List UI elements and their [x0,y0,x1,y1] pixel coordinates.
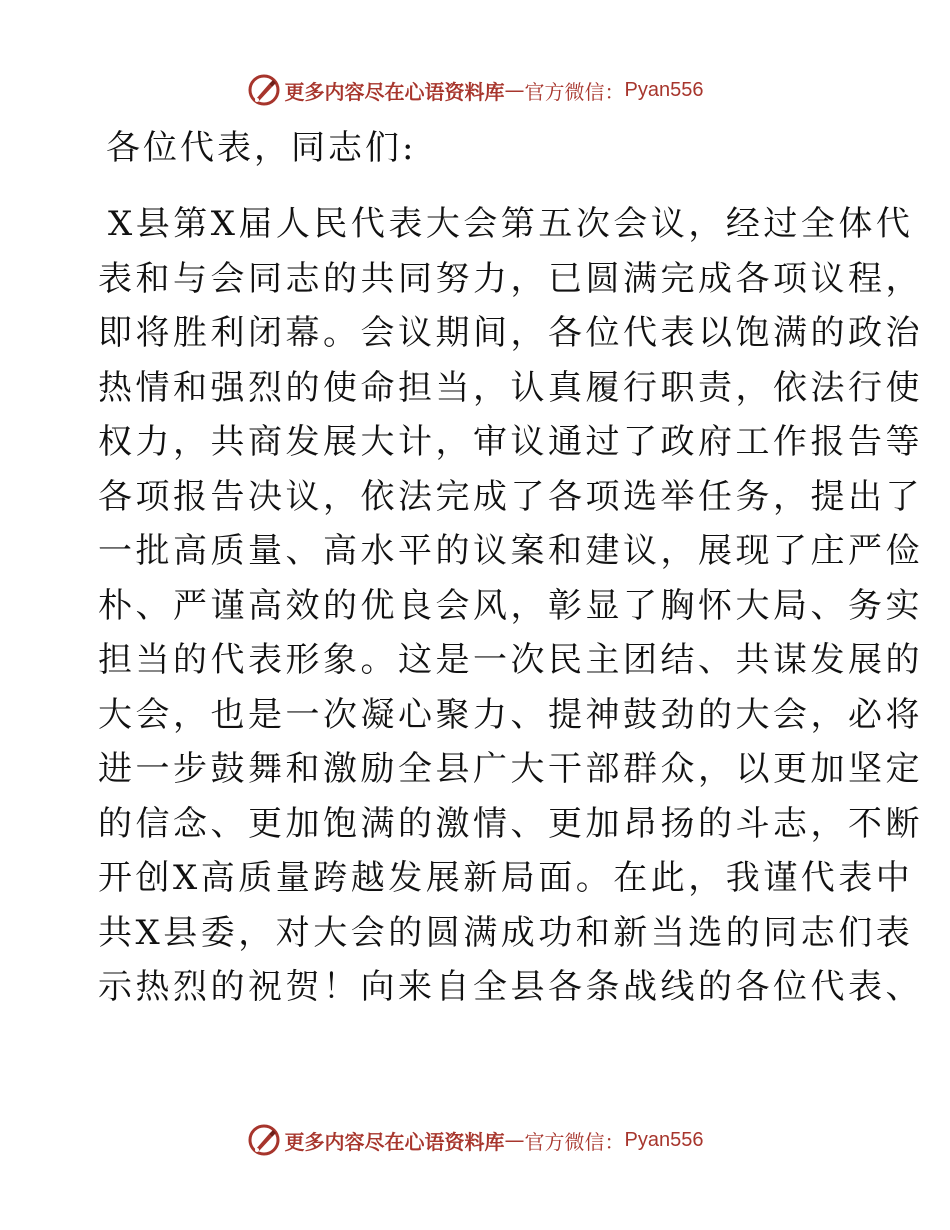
watermark-brand-text: 更多内容尽在心语资料库 [284,79,505,104]
document-salutation: 各位代表，同志们: [106,128,417,168]
body-line: 即将胜利闭幕。会议期间，各位代表以饱满的政治 [98,313,923,353]
body-line: 共X县委，对大会的圆满成功和新当选的同志们表 [98,912,914,953]
body-line: 的信念、更加饱满的激情、更加昂扬的斗志，不断 [98,803,923,844]
body-line: 示热烈的祝贺！向来自全县各条战线的各位代表、 [98,967,923,1007]
watermark-official-label: 官方微信： [524,1129,625,1154]
body-line: 朴、严谨高效的优良会风，彰显了胸怀大局、务实 [98,585,923,626]
watermark-official-label: 官方微信： [524,79,625,104]
body-line: 开创X高质量跨越发展新局面。在此，我谨代表中 [98,858,914,898]
watermark-wechat-id: Pyan556 [624,1128,704,1151]
body-line: 热情和强烈的使命担当，认真履行职责，依法行使 [98,367,923,408]
body-line: 进一步鼓舞和激励全县广大干部群众，以更加坚定 [98,749,923,789]
watermark-brand-text: 更多内容尽在心语资料库 [284,1129,505,1154]
document-body [98,197,923,1015]
pen-logo-icon [247,1123,281,1157]
body-line: 各项报告决议，依法完成了各项选举任务，提出了 [98,476,923,517]
body-line: 大会，也是一次凝心聚力、提神鼓劲的大会，必将 [98,694,923,735]
body-line: X县第X届人民代表大会第五次会议，经过全体代 [108,204,914,244]
watermark-separator: — [504,1128,525,1152]
body-line: 一批高质量、高水平的议案和建议，展现了庄严俭 [98,531,923,571]
footer-watermark-banner [0,1120,950,1160]
header-watermark-banner [0,70,950,110]
watermark-wechat-id: Pyan556 [624,78,704,101]
body-line: 表和与会同志的共同努力，已圆满完成各项议程， [98,258,923,299]
pen-logo-icon [247,73,281,107]
watermark-separator: — [504,78,525,102]
body-line: 担当的代表形象。这是一次民主团结、共谋发展的 [98,640,923,680]
body-line: 权力，共商发展大计，审议通过了政府工作报告等 [98,422,923,462]
